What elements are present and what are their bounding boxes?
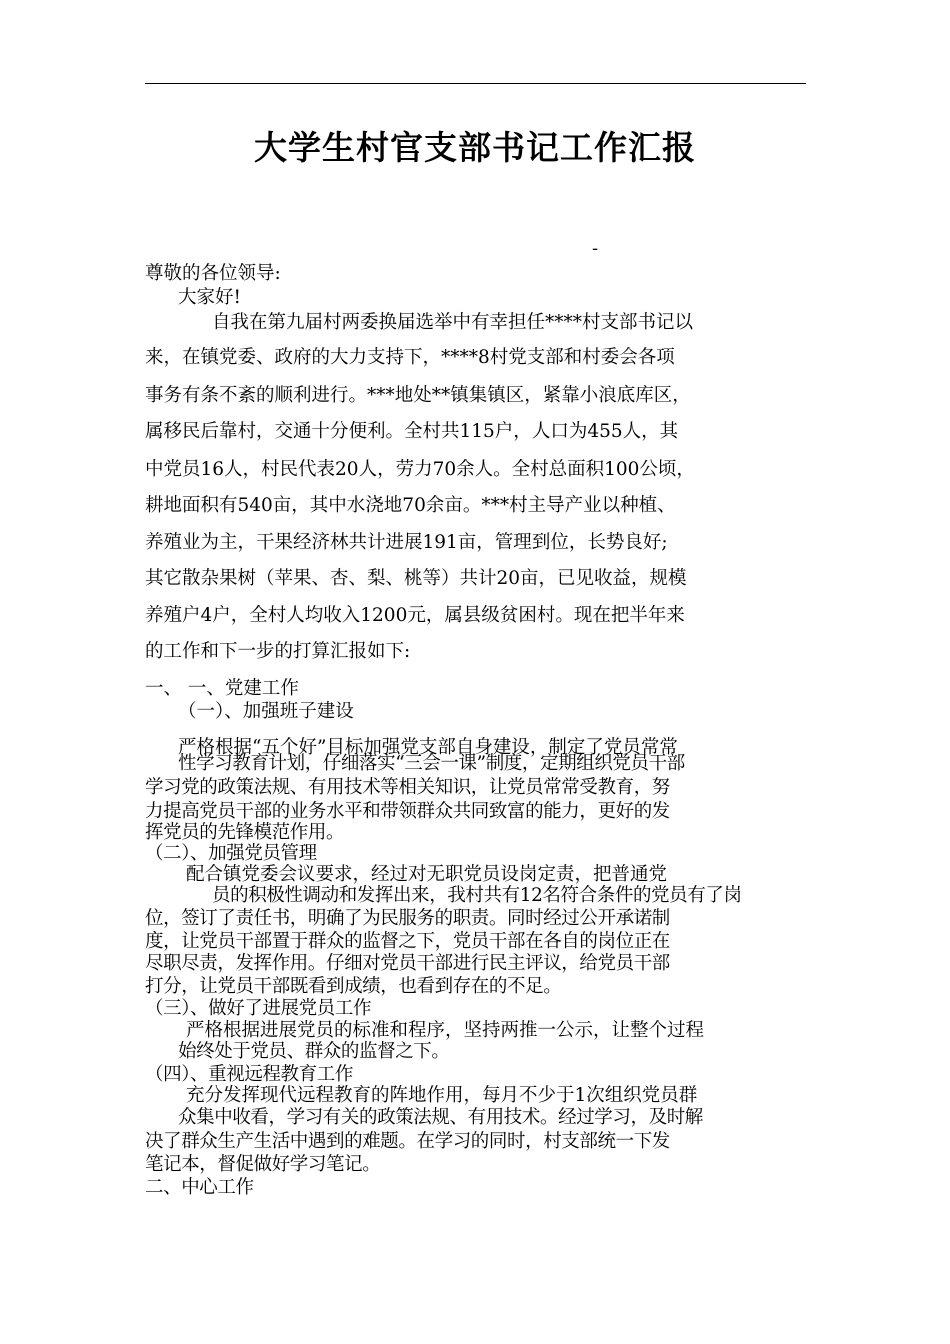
dash-mark: - bbox=[592, 238, 599, 259]
paragraph-line: （二）、加强党员管理 bbox=[145, 843, 317, 864]
paragraph-line: 性学习教育计划，仔细落实“三会一课”制度，定期组织党员干部 bbox=[178, 753, 685, 774]
paragraph-line: 始终处于党员、群众的监督之下。 bbox=[178, 1041, 450, 1062]
subsection-heading: 配合镇党委会议要求，经过对无职党员设岗定责，把普通党 bbox=[186, 864, 668, 885]
header-rule bbox=[145, 83, 806, 84]
paragraph-line: 力提高党员干部的业务水平和带领群众共同致富的能力，更好的发 bbox=[145, 801, 670, 822]
paragraph-line: 一、 一、党建工作 bbox=[145, 678, 299, 699]
salutation: 尊敬的各位领导: bbox=[145, 263, 281, 284]
paragraph-line: 二、中心工作 bbox=[145, 1177, 254, 1198]
paragraph-line: （四）、重视远程教育工作 bbox=[145, 1064, 353, 1085]
paragraph-line: 度，让党员干部置于群众的监督之下，党员干部在各自的岗位正在 bbox=[145, 931, 670, 952]
greeting: 大家好! bbox=[178, 287, 241, 308]
paragraph-line: 养殖户4户，全村人均收入1200元，属县级贫困村。现在把半年来 bbox=[145, 605, 685, 626]
paragraph-line: 耕地面积有540亩，其中水浇地70余亩。***村主导产业以种植、 bbox=[145, 495, 676, 516]
subsection-heading: 严格根据“五个好”目标加强党支部自身建设，制定了党员常常 bbox=[178, 737, 678, 758]
paragraph-line: 属移民后靠村，交通十分便利。全村共115户，人口为455人，其 bbox=[145, 421, 679, 442]
paragraph-line: 的工作和下一步的打算汇报如下: bbox=[145, 641, 411, 662]
section-heading: （一）、加强班子建设 bbox=[178, 701, 354, 722]
paragraph-line: 尽职尽责，发挥作用。仔细对党员干部进行民主评议，给党员干部 bbox=[145, 953, 670, 974]
paragraph-line: 打分，让党员干部既看到成绩，也看到存在的不足。 bbox=[145, 976, 562, 997]
paragraph-line: 来，在镇党委、政府的大力支持下，****8村党支部和村委会各项 bbox=[145, 347, 675, 368]
subsection-heading: 严格根据进展党员的标准和程序，坚持两推一公示，让整个过程 bbox=[186, 1020, 705, 1041]
paragraph-line: 其它散杂果树（苹果、杏、梨、桃等）共计20亩，已见收益，规模 bbox=[145, 568, 687, 589]
paragraph-line: 众集中收看，学习有关的政策法规、有用技术。经过学习，及时解 bbox=[178, 1107, 703, 1128]
paragraph-line: 笔记本，督促做好学习笔记。 bbox=[145, 1154, 381, 1175]
paragraph-line: 中党员16人，村民代表20人，劳力70余人。全村总面积100公顷， bbox=[145, 459, 695, 480]
page-title: 大学生村官支部书记工作汇报 bbox=[254, 128, 696, 167]
paragraph-line: （三）、做好了进展党员工作 bbox=[145, 998, 372, 1019]
paragraph-line: 自我在第九届村两委换届选举中有幸担任****村支部书记以 bbox=[212, 312, 694, 333]
paragraph-line: 决了群众生产生活中遇到的难题。在学习的同时，村支部统一下发 bbox=[145, 1131, 670, 1152]
subsection-heading: 充分发挥现代远程教育的阵地作用，每月不少于1次组织党员群 bbox=[186, 1085, 698, 1106]
paragraph-line: 事务有条不紊的顺利进行。***地处**镇集镇区，紧靠小浪底库区， bbox=[145, 385, 691, 406]
paragraph-line: 位，签订了责任书，明确了为民服务的职责。同时经过公开承诺制 bbox=[145, 908, 670, 929]
paragraph-line: 养殖业为主，干果经济林共计进展191亩，管理到位，长势良好; bbox=[145, 532, 668, 553]
paragraph-line: 学习党的政策法规、有用技术等相关知识，让党员常常受教育，努 bbox=[145, 777, 670, 798]
paragraph-line: 挥党员的先锋模范作用。 bbox=[145, 822, 345, 843]
paragraph-line: 员的积极性调动和发挥出来，我村共有12名符合条件的党员有了岗 bbox=[212, 885, 742, 906]
